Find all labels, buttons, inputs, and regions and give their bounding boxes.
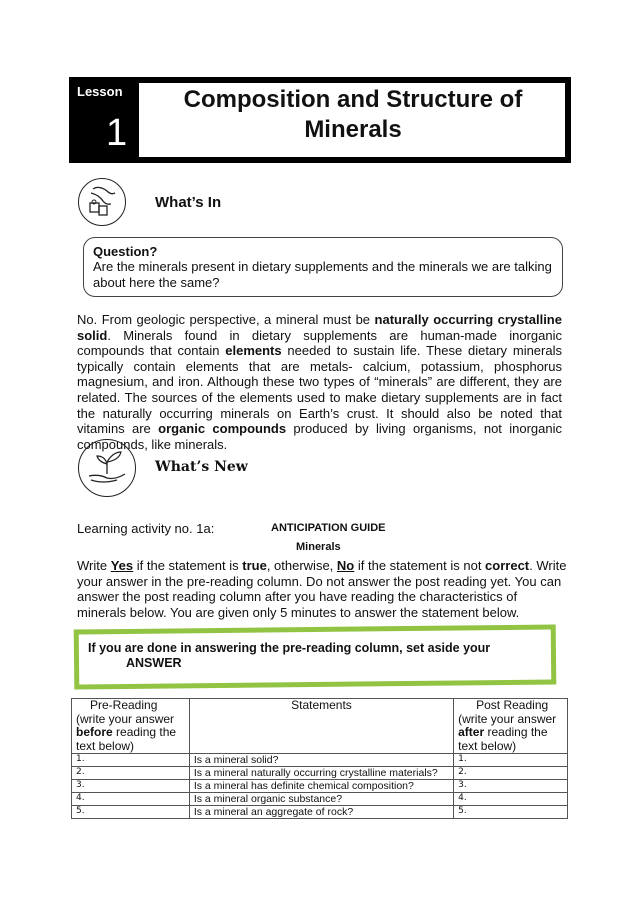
activity-label: Learning activity no. 1a: [77,521,215,536]
page-title: Composition and Structure of Minerals [183,86,523,143]
notice-text: If you are done in answering the pre-reading column, set aside your ANSWER [88,641,491,670]
table-row: 1. Is a mineral solid? 1. [72,754,568,767]
whats-in-heading: What’s In [155,194,222,211]
post-reading-header: Post Reading (write your answer after reading the text below) [454,699,568,754]
table-row: 4. Is a mineral organic substance? 4. [72,793,568,806]
statements-header: Statements [189,699,453,754]
instructions: Write Yes if the statement is true, otherwise, No if the statement is not correct. Write your answer in the pre-reading column. Do not answer the post reading yet. You can answer the post reading column after you have reading the characteristics of minerals below. You are given only 5 minutes to answer the statement below. [77,558,567,620]
hand-puzzle-icon [78,178,126,226]
lesson-label: Lesson [77,84,123,99]
table-row: 3. Is a mineral has definite chemical composition? 3. [72,780,568,793]
table-row: 5. Is a mineral an aggregate of rock? 5. [72,806,568,819]
activity-title: ANTICIPATION GUIDE [271,522,386,534]
anticipation-guide-table [71,698,568,819]
activity-subtitle: Minerals [296,541,341,553]
table-header-row [72,699,568,754]
pre-reading-header: Pre-Reading (write your answer before reading the text below) [72,699,190,754]
question-text: Are the minerals present in dietary supplements and the minerals we are talking about here the same? [93,259,552,290]
hand-plant-icon [78,439,136,497]
body-paragraph: No. From geologic perspective, a mineral must be naturally occurring crystalline solid. Minerals found in dietary supplements are human-made inorganic compounds that contain elements needed to sustain life. These dietary minerals typically contain elements that are metals- calcium, potassium, phosphorus magnesium, and iron. Although these two types of “minerals” are different, they are related. The sources of the elements used to make dietary supplements are in fact the naturally occurring minerals on Earth’s crust. It should also be noted that vitamins are organic compounds produced by living organisms, not inorganic compounds, like minerals. [77,312,562,452]
question-title: Question? [93,244,158,259]
table-row: 2. Is a mineral naturally occurring crystalline materials? 2. [72,767,568,780]
lesson-number: 1 [106,112,128,154]
whats-new-heading: What’s New [155,459,248,475]
